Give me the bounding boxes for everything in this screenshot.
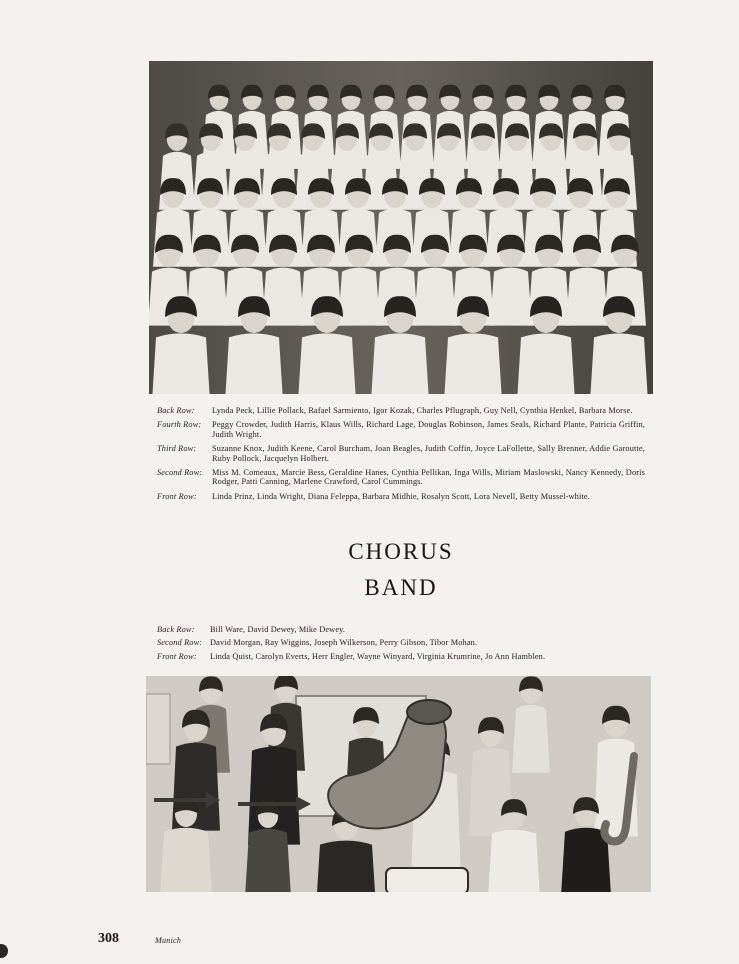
chorus-caption-row <box>157 444 645 463</box>
chorus-photo-image <box>149 61 653 394</box>
row-label: Fourth Row: <box>157 420 202 430</box>
drum-icon <box>386 868 468 892</box>
row-names: David Morgan, Ray Wiggins, Joseph Wilkerson, Perry Gibson, Tibor Mohan. <box>210 638 478 648</box>
band-heading: BAND <box>364 575 438 600</box>
binding-mark <box>0 944 8 958</box>
row-label: Second Row: <box>157 638 203 648</box>
row-label: Front Row: <box>157 491 197 501</box>
chorus-caption-row <box>157 420 645 439</box>
row-label: Third Row: <box>157 444 197 454</box>
row-names: Linda Quist, Carolyn Everts, Herr Engler, Wayne Winyard, Virginia Krumrine, Jo Ann Hamblen. <box>210 651 546 661</box>
chorus-caption-block <box>157 406 645 506</box>
chorus-caption-row <box>157 468 645 487</box>
chorus-caption-row <box>157 406 645 415</box>
row-label: Front Row: <box>157 651 197 661</box>
band-caption-row <box>157 652 657 661</box>
row-names: Bill Ware, David Dewey, Mike Dewey. <box>210 625 346 634</box>
footer-school-name: Munich <box>155 936 182 945</box>
row-names: Linda Prinz, Linda Wright, Diana Feleppa, Barbara Midhie, Rosalyn Scott, Lora Nevell, Betty Mussel-white. <box>212 491 590 501</box>
chorus-caption-row <box>157 492 645 501</box>
row-label: Back Row: <box>157 406 195 415</box>
row-names: Miss M. Comeaux, Marcie Bess, Geraldine Hanes, Cynthia Pellikan, Inga Wills, Miriam Maslowski, Nancy Kennedy, Doris Rodger, Patti Canning, Marlene Crawford, Carol Cummings. <box>212 468 645 487</box>
row-label: Back Row: <box>157 625 195 634</box>
row-label: Second Row: <box>157 468 203 478</box>
row-names: Suzanne Knox, Judith Keene, Carol Burcham, Joan Beagles, Judith Coffin, Joyce LaFollette, Sally Brenner, Addie Garoutte, Ruby Pollock, Jacquelyn Holbert. <box>212 444 645 463</box>
chorus-group-photo <box>149 61 653 394</box>
band-group-photo <box>146 676 651 892</box>
page-number: 308 <box>98 931 119 946</box>
band-caption-block <box>157 625 657 665</box>
row-names: Lynda Peck, Lillie Pollack, Rafael Sarmiento, Igor Kozak, Charles Pflugraph, Guy Nell, Cynthia Henkel, Barbara Morse. <box>212 406 633 415</box>
band-caption-row <box>157 638 657 647</box>
band-photo-image <box>146 676 651 892</box>
band-caption-row <box>157 625 657 634</box>
row-names: Peggy Crowder, Judith Harris, Klaus Wills, Richard Lage, Douglas Robinson, James Seals, Richard Plante, Patricia Griffin, Judith Wright. <box>212 420 645 439</box>
chorus-heading: CHORUS <box>348 539 454 564</box>
